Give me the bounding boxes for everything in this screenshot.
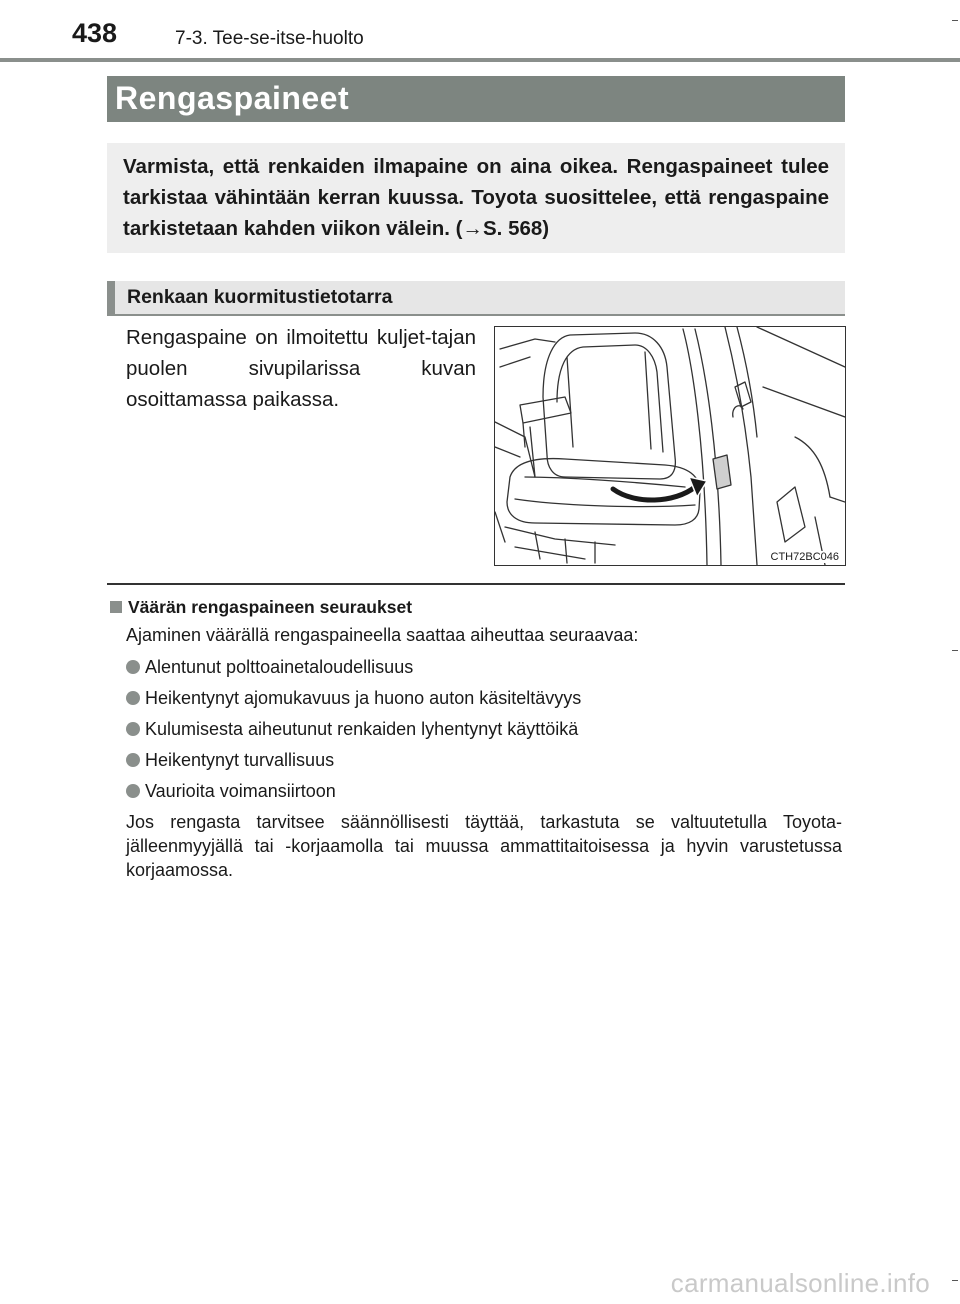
header-divider [0,58,960,62]
list-item [126,656,581,687]
bullet-icon [126,722,140,736]
consequences-heading [110,597,412,618]
section-divider [107,583,845,585]
arrow-icon [613,477,707,500]
section-title-bar [107,76,845,122]
list-item-text: Heikentynyt ajomukavuus ja huono auton käsiteltävyys [145,688,582,708]
consequences-list [126,656,581,811]
intro-box [107,143,845,253]
page-number: 438 [72,18,118,48]
crop-mark [952,1280,958,1281]
closing-paragraph: Jos rengasta tarvitsee säännöllisesti täyttää, tarkastuta se valtuutetulla Toyota-jälleenmyyjällä tai -korjaamolla tai muussa ammattitaitoisessa ja hyvin varustetussa korjaamossa. [126,812,842,880]
bullet-icon [126,753,140,767]
list-item [126,749,581,780]
list-item [126,780,581,811]
section-title: Rengaspaineet [115,80,350,116]
watermark: carmanualsonline.info [670,1268,930,1298]
car-seat-pillar-drawing [495,327,845,565]
bullet-icon [126,784,140,798]
list-item-text: Alentunut polttoainetaloudellisuus [145,657,414,677]
consequences-lead: Ajaminen väärällä rengaspaineella saattaa aiheuttaa seuraavaa: [126,625,639,645]
tire-label-illustration [494,326,846,566]
chapter-title: 7-3. Tee-se-itse-huolto [175,28,364,49]
intro-text: Varmista, että renkaiden ilmapaine on aina oikea. Rengaspaineet tulee tarkistaa vähintään kerran kuussa. Toyota suosittelee, että rengaspaine tarkistetaan kahden viikon välein. (→S. 568) [123,155,829,240]
list-item [126,687,581,718]
list-item [126,718,581,749]
label-location-text: Rengaspaine on ilmoitettu kuljet-tajan puolen sivupilarissa kuvan osoittamassa paikassa. [126,326,476,411]
subsection-marker [107,281,115,314]
list-item-text: Vaurioita voimansiirtoon [145,781,336,801]
crop-mark [952,650,958,651]
crop-mark [952,20,958,21]
figure-code: CTH72BC046 [770,551,839,563]
square-bullet-icon [110,601,122,613]
list-item-text: Heikentynyt turvallisuus [145,750,335,770]
consequences-heading-text: Väärän rengaspaineen seuraukset [128,597,413,617]
bullet-icon [126,660,140,674]
subsection-title: Renkaan kuormitustietotarra [127,286,393,308]
list-item-text: Kulumisesta aiheutunut renkaiden lyhentynyt käyttöikä [145,719,579,739]
bullet-icon [126,691,140,705]
subsection-header [107,281,845,316]
